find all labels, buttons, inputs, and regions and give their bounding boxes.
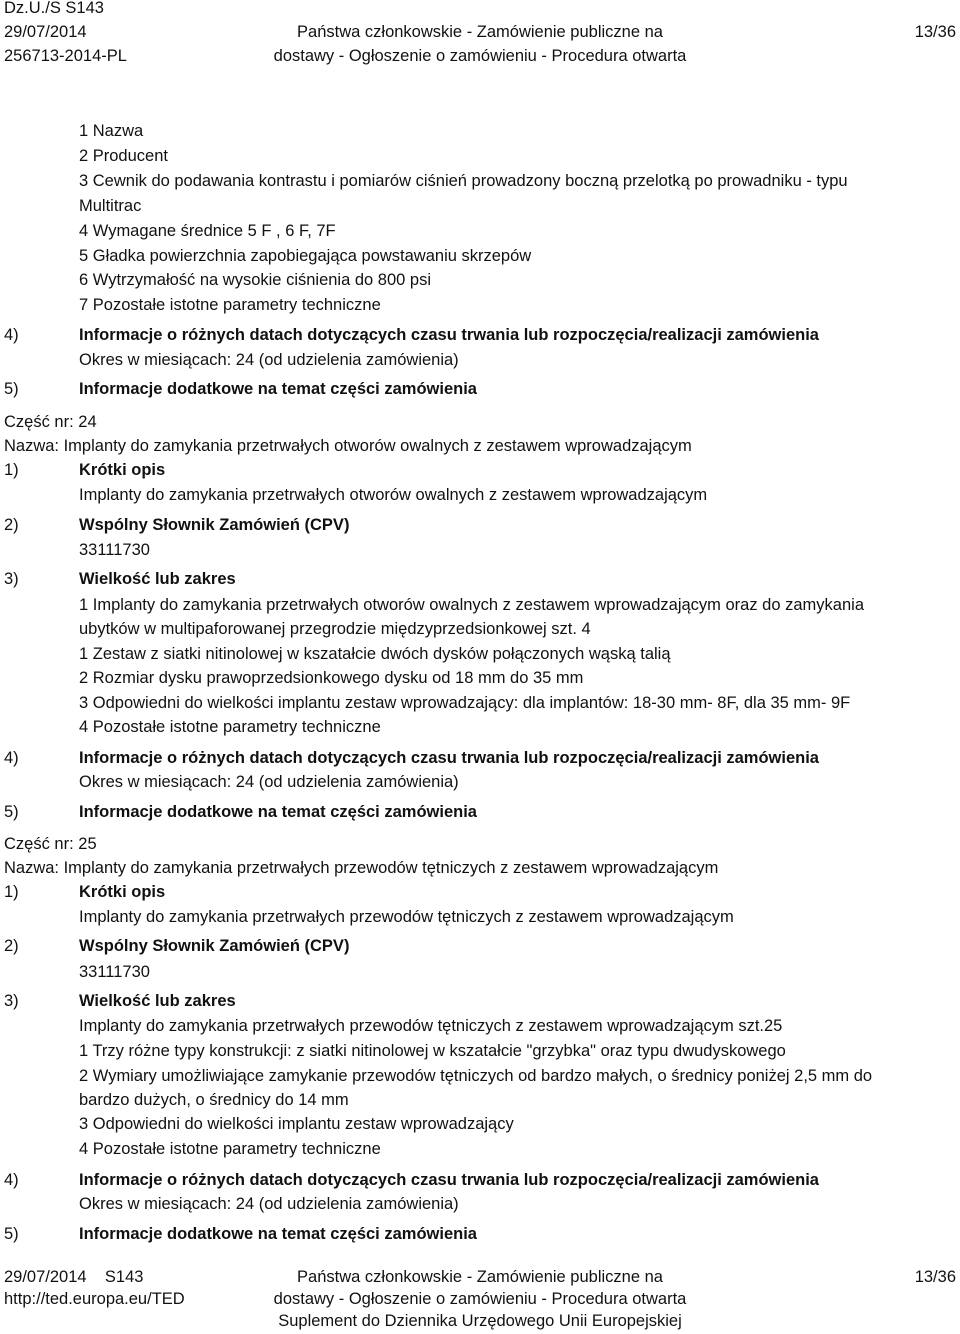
header-date: 29/07/2014: [4, 23, 87, 41]
header-journal-ref: Dz.U./S S143: [4, 0, 104, 17]
section-number: 3): [4, 570, 19, 588]
list-item: 3 Cewnik do podawania kontrastu i pomiarów ciśnień prowadzony boczną przelotką po prowadniku - typu: [79, 172, 848, 190]
section-number: 2): [4, 937, 19, 955]
page-header: [0, 0, 960, 70]
list-item: 7 Pozostałe istotne parametry techniczne: [79, 296, 381, 314]
part-number: Część nr: 25: [4, 835, 97, 853]
list-item: 6 Wytrzymałość na wysokie ciśnienia do 800 psi: [79, 271, 432, 289]
list-item: 1 Zestaw z siatki nitinolowej w kszatałcie dwóch dysków połączonych wąską talią: [79, 645, 671, 663]
list-item: 1 Trzy różne typy konstrukcji: z siatki nitinolowej w kszatałcie "grzybka" oraz typu dwudyskowego: [79, 1042, 786, 1060]
section-number: 1): [4, 883, 19, 901]
part-name: Nazwa: Implanty do zamykania przetrwałych otworów owalnych z zestawem wprowadzającym: [4, 437, 692, 455]
cpv-code: 33111730: [79, 541, 150, 559]
section-title: Wielkość lub zakres: [79, 992, 236, 1010]
section-title: Informacje dodatkowe na temat części zamówienia: [79, 803, 477, 821]
cpv-code: 33111730: [79, 963, 150, 981]
section-title: Krótki opis: [79, 883, 166, 901]
header-title-line1: Państwa członkowskie - Zamówienie publiczne na: [297, 23, 663, 41]
list-item: 1 Nazwa: [79, 122, 144, 140]
footer-url[interactable]: http://ted.europa.eu/TED: [4, 1290, 185, 1308]
list-item: 2 Rozmiar dysku prawoprzedsionkowego dysku od 18 mm do 35 mm: [79, 669, 584, 687]
section-title: Informacje dodatkowe na temat części zamówienia: [79, 1225, 477, 1243]
list-item: 1 Implanty do zamykania przetrwałych otworów owalnych z zestawem wprowadzającym oraz do zamykania: [79, 596, 864, 614]
section-number: 3): [4, 992, 19, 1010]
list-item: Multitrac: [79, 197, 142, 215]
list-item: 3 Odpowiedni do wielkości implantu zestaw wprowadzający: [79, 1115, 514, 1133]
footer-title-line2: dostawy - Ogłoszenie o zamówieniu - Procedura otwarta: [273, 1290, 687, 1308]
list-item: ubytków w multipaforowanej przegrodzie międzyprzedsionkowej szt. 4: [79, 620, 591, 638]
list-item: 2 Wymiary umożliwiające zamykanie przewodów tętniczych od bardzo małych, o średnicy poniżej 2,5 mm do: [79, 1067, 873, 1085]
list-item: 5 Gładka powierzchnia zapobiegająca powstawaniu skrzepów: [79, 247, 532, 265]
section-title: Wspólny Słownik Zamówień (CPV): [79, 516, 350, 534]
header-page-number: 13/36: [914, 23, 956, 41]
footer-supplement: Suplement do Dziennika Urzędowego Unii Europejskiej: [278, 1312, 682, 1330]
page-footer: [0, 1265, 960, 1334]
list-item: bardzo dużych, o średnicy do 14 mm: [79, 1091, 349, 1109]
section-number: 4): [4, 1171, 19, 1189]
section-number: 5): [4, 1225, 19, 1243]
footer-date-issue: 29/07/2014 S143: [4, 1268, 144, 1286]
section-text: Okres w miesiącach: 24 (od udzielenia zamówienia): [79, 351, 459, 369]
list-item: Implanty do zamykania przetrwałych przewodów tętniczych z zestawem wprowadzającym szt.25: [79, 1017, 783, 1035]
section-title: Informacje o różnych datach dotyczących czasu trwania lub rozpoczęcia/realizacji zamówienia: [79, 326, 819, 344]
footer-page-number: 13/36: [914, 1268, 956, 1286]
part-name: Nazwa: Implanty do zamykania przetrwałych przewodów tętniczych z zestawem wprowadzającym: [4, 859, 719, 877]
section-title: Informacje o różnych datach dotyczących czasu trwania lub rozpoczęcia/realizacji zamówienia: [79, 1171, 819, 1189]
section-number: 4): [4, 326, 19, 344]
section-title: Wspólny Słownik Zamówień (CPV): [79, 937, 350, 955]
list-item: 4 Pozostałe istotne parametry techniczne: [79, 1140, 381, 1158]
footer-title-line1: Państwa członkowskie - Zamówienie publiczne na: [297, 1268, 663, 1286]
section-text: Implanty do zamykania przetrwałych przewodów tętniczych z zestawem wprowadzającym: [79, 908, 734, 926]
section-title: Informacje o różnych datach dotyczących czasu trwania lub rozpoczęcia/realizacji zamówienia: [79, 749, 819, 767]
list-item: 4 Pozostałe istotne parametry techniczne: [79, 718, 381, 736]
section-number: 2): [4, 516, 19, 534]
section-title: Krótki opis: [79, 461, 166, 479]
header-title-line2: dostawy - Ogłoszenie o zamówieniu - Procedura otwarta: [273, 47, 687, 65]
section-text: Okres w miesiącach: 24 (od udzielenia zamówienia): [79, 773, 459, 791]
header-notice-id: 256713-2014-PL: [4, 47, 127, 65]
section-number: 5): [4, 380, 19, 398]
section-title: Wielkość lub zakres: [79, 570, 236, 588]
list-item: 4 Wymagane średnice 5 F , 6 F, 7F: [79, 222, 336, 240]
section-number: 1): [4, 461, 19, 479]
section-number: 4): [4, 749, 19, 767]
part-number: Część nr: 24: [4, 413, 97, 431]
section-number: 5): [4, 803, 19, 821]
list-item: 3 Odpowiedni do wielkości implantu zestaw wprowadzający: dla implantów: 18-30 mm- 8F, dla 35 mm- 9F: [79, 694, 851, 712]
list-item: 2 Producent: [79, 147, 168, 165]
section-text: Okres w miesiącach: 24 (od udzielenia zamówienia): [79, 1195, 459, 1213]
section-title: Informacje dodatkowe na temat części zamówienia: [79, 380, 477, 398]
section-text: Implanty do zamykania przetrwałych otworów owalnych z zestawem wprowadzającym: [79, 486, 708, 504]
